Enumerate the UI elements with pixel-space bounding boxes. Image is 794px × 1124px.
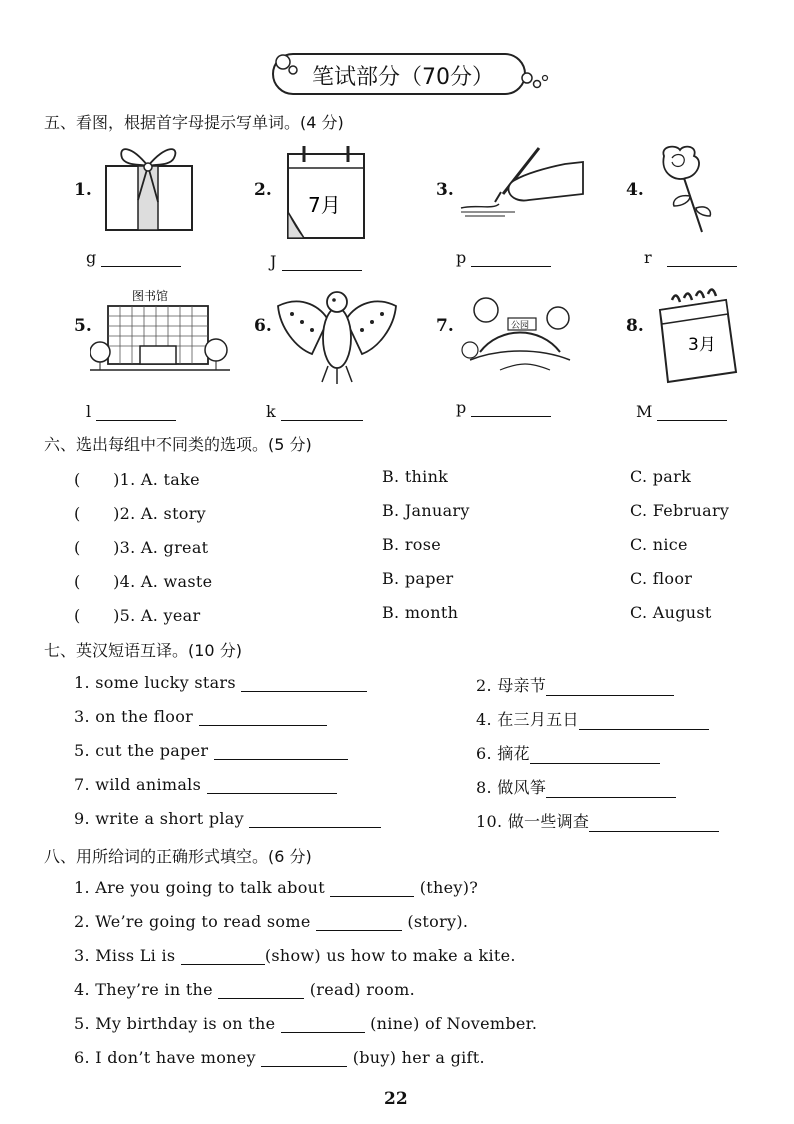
answer-blank-1[interactable]: [86, 248, 181, 267]
phrase-4[interactable]: [476, 707, 709, 730]
phrase-text: 9. write a short play: [74, 809, 244, 828]
phrase-7[interactable]: [74, 775, 337, 794]
choice-row-2-b: B. January: [382, 501, 470, 520]
phrase-3[interactable]: [74, 707, 327, 726]
page-title: 笔试部分（70分）: [312, 65, 494, 90]
fill-blank-2[interactable]: [74, 912, 468, 931]
sentence-end: (read) room.: [309, 980, 415, 999]
phrase-8[interactable]: [476, 775, 676, 798]
fill-blank-3[interactable]: [74, 946, 516, 965]
calendar-july-picture: [282, 142, 372, 242]
item-number: 4.: [626, 180, 644, 200]
phrase-text: 4. 在三月五日: [476, 710, 579, 729]
section6-heading: 六、选出每组中不同类的选项。(5 分): [44, 435, 312, 454]
section7-heading: 七、英汉短语互译。(10 分): [44, 641, 242, 660]
phrase-text: 10. 做一些调查: [476, 812, 590, 831]
fill-blank-4[interactable]: [74, 980, 415, 999]
hint-letter: p: [456, 398, 467, 417]
hint-letter: g: [86, 248, 97, 267]
phrase-text: 7. wild animals: [74, 775, 202, 794]
kite-picture: [272, 284, 402, 384]
library-label: 图书馆: [132, 289, 169, 303]
gift-box-picture: [100, 140, 200, 236]
phrase-text: 5. cut the paper: [74, 741, 209, 760]
sentence-start: 4. They’re in the: [74, 980, 213, 999]
phrase-text: 2. 母亲节: [476, 676, 547, 695]
answer-blank-4[interactable]: [644, 248, 737, 267]
park-sign-label: 公园: [511, 321, 530, 331]
item-number: 7.: [436, 316, 454, 336]
item-number: 3.: [436, 180, 454, 200]
phrase-2[interactable]: [476, 673, 674, 696]
phrase-text: 6. 摘花: [476, 744, 530, 763]
sentence-start: 6. I don’t have money: [74, 1048, 256, 1067]
choice-row-1-a: ( )1. A. take: [74, 470, 200, 489]
choice-row-3-b: B. rose: [382, 535, 441, 554]
answer-blank-8[interactable]: [636, 402, 727, 421]
phrase-5[interactable]: [74, 741, 348, 760]
item-number: 2.: [254, 180, 272, 200]
hint-letter: p: [456, 248, 467, 267]
answer-blank-3[interactable]: [456, 248, 551, 267]
hint-letter: r: [644, 248, 652, 267]
hint-letter: M: [636, 402, 653, 421]
section8-heading: 八、用所给词的正确形式填空。(6 分): [44, 847, 312, 866]
sentence-start: 5. My birthday is on the: [74, 1014, 276, 1033]
fill-blank-6[interactable]: [74, 1048, 485, 1067]
sentence-end: (they)?: [419, 878, 479, 897]
answer-blank-5[interactable]: [86, 402, 176, 421]
fill-blank-1[interactable]: [74, 878, 478, 897]
choice-row-3-c: C. nice: [630, 535, 688, 554]
sentence-end: (buy) her a gift.: [352, 1048, 485, 1067]
phrase-1[interactable]: [74, 673, 367, 692]
hand-painting-picture: [455, 140, 585, 236]
choice-row-2-c: C. February: [630, 501, 730, 520]
calendar-march-picture: [652, 288, 742, 388]
item-number: 6.: [254, 316, 272, 336]
item-number: 8.: [626, 316, 644, 336]
answer-blank-6[interactable]: [266, 402, 363, 421]
phrase-text: 3. on the floor: [74, 707, 194, 726]
choice-row-5-c: C. August: [630, 603, 712, 622]
sentence-end: (nine) of November.: [370, 1014, 538, 1033]
choice-row-4-b: B. paper: [382, 569, 454, 588]
phrase-10[interactable]: [476, 809, 719, 832]
calendar-label: 3月: [688, 335, 716, 355]
item-number: 1.: [74, 180, 92, 200]
choice-row-1-c: C. park: [630, 467, 692, 486]
choice-row-4-c: C. floor: [630, 569, 693, 588]
fill-blank-5[interactable]: [74, 1014, 537, 1033]
library-picture: [90, 284, 230, 384]
answer-blank-7[interactable]: [456, 398, 551, 417]
choice-row-3-a: ( )3. A. great: [74, 538, 209, 557]
calendar-label: 7月: [308, 193, 341, 217]
hint-letter: l: [86, 402, 92, 421]
choice-row-5-b: B. month: [382, 603, 459, 622]
sentence-start: 1. Are you going to talk about: [74, 878, 325, 897]
page-number: 22: [384, 1089, 408, 1109]
item-number: 5.: [74, 316, 92, 336]
sentence-start: 3. Miss Li is: [74, 946, 176, 965]
phrase-9[interactable]: [74, 809, 381, 828]
phrase-text: 8. 做风筝: [476, 778, 547, 797]
choice-row-1-b: B. think: [382, 467, 449, 486]
choice-row-4-a: ( )4. A. waste: [74, 572, 213, 591]
sentence-end: (show) us how to make a kite.: [264, 946, 516, 965]
sentence-start: 2. We’re going to read some: [74, 912, 311, 931]
choice-row-5-a: ( )5. A. year: [74, 606, 201, 625]
section5-heading: 五、看图，根据首字母提示写单词。(4 分): [44, 113, 344, 132]
park-picture: [460, 290, 580, 380]
phrase-text: 1. some lucky stars: [74, 673, 236, 692]
hint-letter: J: [270, 252, 277, 271]
choice-row-2-a: ( )2. A. story: [74, 504, 207, 523]
sentence-end: (story).: [407, 912, 469, 931]
phrase-6[interactable]: [476, 741, 660, 764]
hint-letter: k: [266, 402, 276, 421]
answer-blank-2[interactable]: [270, 252, 362, 271]
rose-picture: [650, 142, 720, 238]
